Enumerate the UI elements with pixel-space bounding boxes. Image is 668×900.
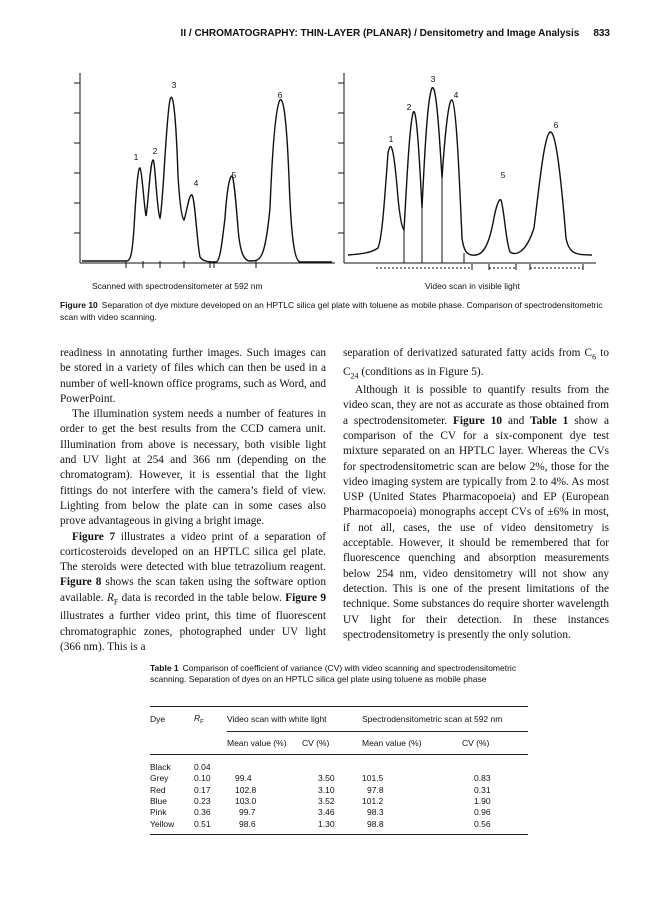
integration-marks [126,261,256,268]
scan-trace [82,97,332,262]
peak-drop-lines [404,178,464,263]
col-header-spectro-mean: Mean value (%) [362,732,462,755]
paragraph: The illumination system needs a number of features in order to get the best results from the CCD camera unit. Illumination from above is necessary, both visible light and UV light at 254 and 366 nm (depending on the chromatogram). However, it is essential that the light fittings do not interfere with the camera’s field of view. Lighting from below the plate can in some cases also prove advantageous in giving a bright image. [60,408,326,528]
table-reference: Table 1 [530,414,569,427]
spectrodensitometer-chromatogram [60,58,340,278]
peak-label-3: 3 [430,74,436,84]
peak-label-2: 2 [406,102,412,112]
peak-label-1: 1 [388,134,394,144]
peak-label-4: 4 [453,90,459,100]
paragraph: Figure 7 illustrates a video print of a separation of corticosteroids developed on an HPTLC silica gel plate. The steroids were detected with blue tetrazolium reagent. Figure 8 shows the scan taken using the software option available. $R_F$ data is recorded in the table below. Figure 9 illustrates a further video print, this time of fluorescent chromatographic zones, photographed under UV light (366 nm). This is a [60,530,326,653]
col-header-dye: Dye [150,707,194,732]
left-text-column [60,346,326,655]
figure-caption-label: Figure 10 [60,300,98,310]
col-header-video-mean: Mean value (%) [227,732,302,755]
right-panel-caption: Video scan in visible light [425,281,520,291]
col-header-rf: $R_F$ [194,707,227,732]
cv-comparison-table [150,706,528,835]
running-title: II / CHROMATOGRAPHY: THIN-LAYER (PLANAR) / Densitometry and Image Analysis [180,28,580,39]
scan-trace [348,88,592,256]
table-row: Grey 0.10 99.4 3.50 101.5 0.83 [150,773,491,784]
left-panel-caption: Scanned with spectrodensitometer at 592 nm [92,281,263,291]
table-row: Blue 0.23 103.0 3.52 101.2 1.90 [150,796,491,807]
table-caption [150,663,522,685]
right-text-column [343,346,609,643]
y-ticks [338,83,344,233]
col-group-video: Video scan with white light [227,707,362,732]
table-caption-text: Comparison of coefficient of variance (CV) with video scanning and spectrodensitometric scanning. Separation of dyes on an HPTLC silica gel plate using toluene as mobile phase [150,663,517,684]
table-row: Red 0.17 102.8 3.10 97.8 0.31 [150,784,491,795]
col-header-spectro-cv: CV (%) [462,732,528,755]
table-row: Yellow 0.51 98.6 1.30 98.8 0.56 [150,819,528,835]
peak-label-6: 6 [277,90,283,100]
table-row: Black 0.04 [150,762,211,773]
peak-label-1: 1 [133,152,139,162]
table-caption-label: Table 1 [150,663,179,673]
figure-caption [60,300,610,323]
paragraph: readiness in annotating further images. Such images can be stored in a variety of files which can then be used in a number of well-known office programs, such as Word, and PowerPoint. [60,347,326,405]
peak-label-3: 3 [171,80,177,90]
peak-label-5: 5 [231,170,237,180]
peak-label-4: 4 [193,178,199,188]
col-header-video-cv: CV (%) [302,732,362,755]
y-ticks [74,83,80,233]
page-number: 833 [593,28,610,39]
paragraph: Although it is possible to quantify results from the video scan, they are not as accurate as those obtained from a spectrodensitometer. Figure 10 and Table 1 show a comparison of the CV for a six-component dye test mixture separated on an HPTLC layer. Whereas the CVs for spectrodensitometric scan are below 2%, those for the video imaging system are typically from 2 to 4%. As most USP (United States Pharmacopoeia) and EP (European Pharmacopoeia) monographs accept CVs of ±6% in most, if not all, cases, the use of video densitometry is acceptable. However, it should be remembered that for fluorescence quenching and absorption measurements below 254 nm, video densitometry will not show any detection. This is one of the present limitations of the technique. Some substances do require shorter wavelength UV light for their detection. In these instances spectrodensitometry is presently the only solution. [343,384,609,641]
figure-reference: Figure 7 [72,530,116,543]
figure-reference: Figure 10 [453,414,503,427]
table-subheader-row [150,732,528,755]
peak-label-5: 5 [500,170,506,180]
col-group-spectro: Spectrodensitometric scan at 592 nm [362,707,528,732]
running-header [130,28,610,39]
figure-caption-text: Separation of dye mixture developed on an HPTLC silica gel plate with toluene as mobile phase. Comparison of spectrodensitometric scan with video scanning. [60,300,603,322]
figure-reference: Figure 8 [60,576,102,589]
peak-label-6: 6 [553,120,559,130]
figure-reference: Figure 9 [285,591,326,604]
table-row: Pink 0.36 99.7 3.46 98.3 0.96 [150,807,491,818]
peak-label-2: 2 [152,146,158,156]
rf-symbol: R [106,591,114,604]
video-scan-chromatogram [336,58,616,278]
paragraph: separation of derivatized saturated fatty acids from $C_6$ to $C_{24}$ (conditions as in Figure 5). [343,347,609,380]
table-header-row [150,707,528,732]
